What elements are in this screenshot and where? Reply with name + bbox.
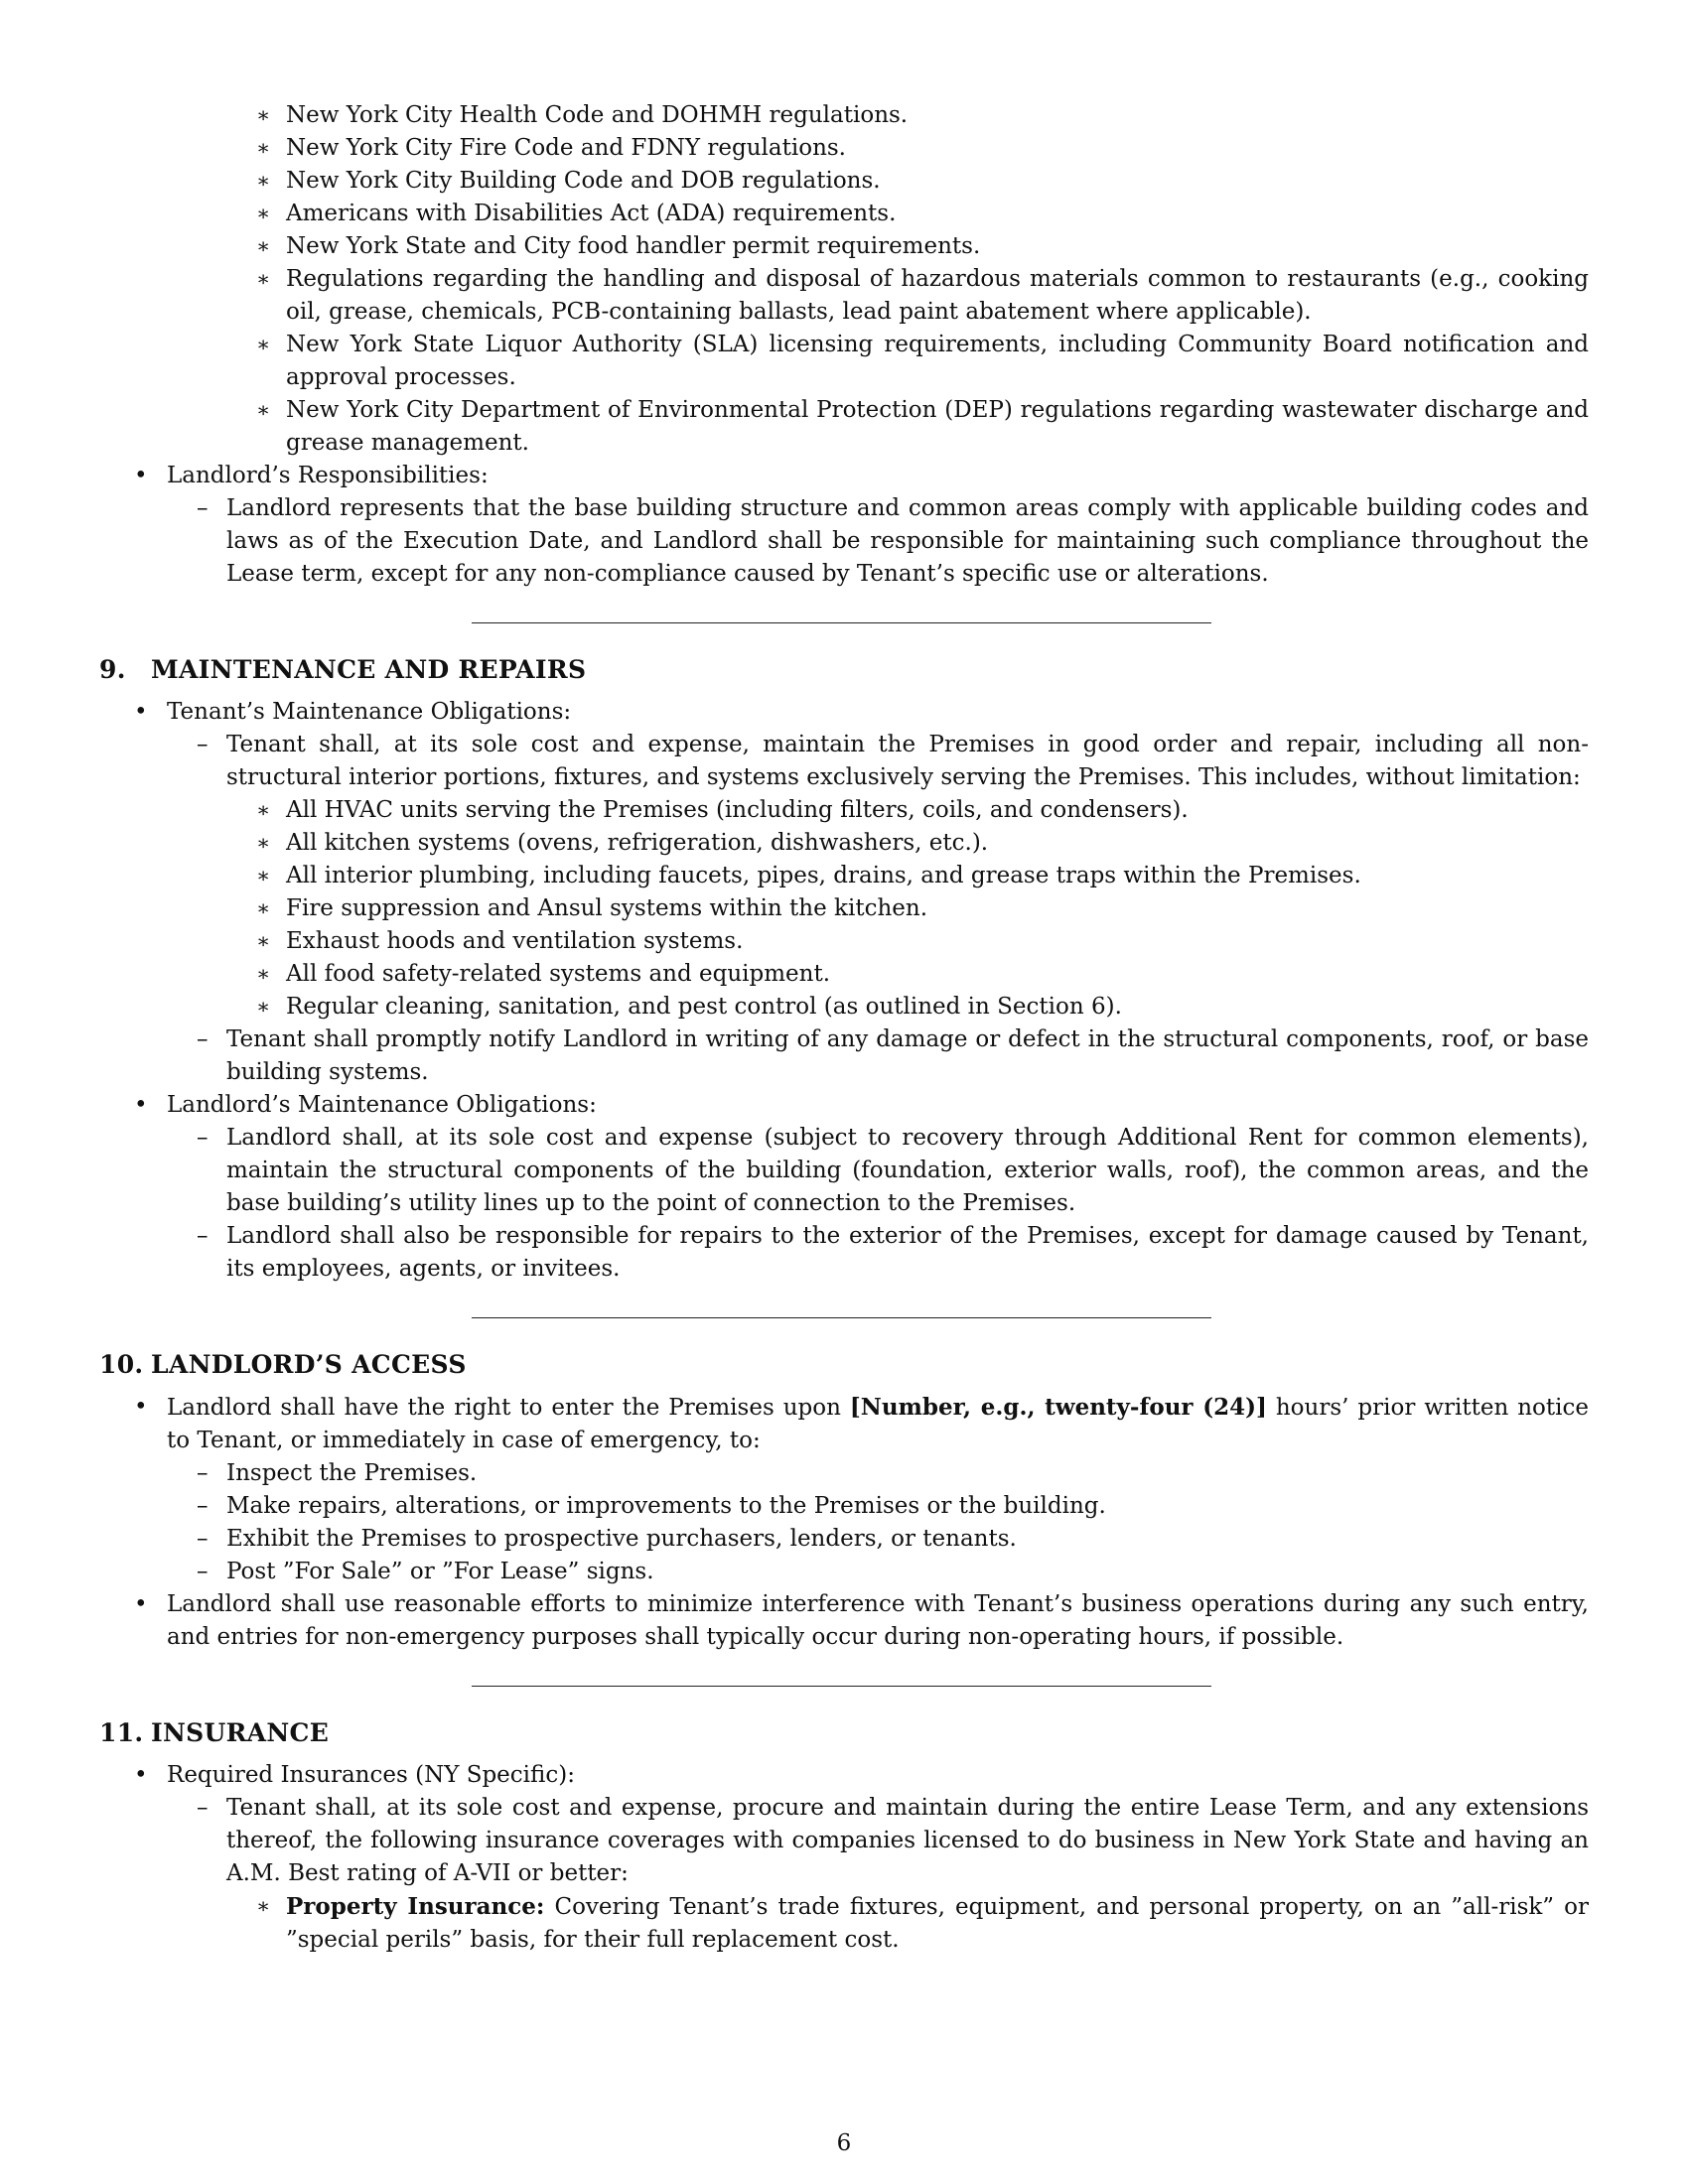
list-item: ∗ All interior plumbing, including faucets, pipes, drains, and grease traps within the Premises. <box>256 863 1361 888</box>
list-item: ∗ All HVAC units serving the Premises (including filters, coils, and condensers). <box>256 797 1189 823</box>
list-item: ∗ New York City Fire Code and FDNY regulations. <box>256 135 846 161</box>
section-10-heading: 10. LANDLORD’S ACCESS <box>99 1350 467 1379</box>
list-item: ∗ Regulations regarding the handling and disposal of hazardous materials common to restaurants (e.g., cooking oil, grease, chemicals, PCB-containing ballasts, lead paint abatement where applicable). <box>256 266 1589 325</box>
list-item: ∗ New York State Liquor Authority (SLA) licensing requirements, including Community Board notification and approval processes. <box>256 332 1589 390</box>
section-11-heading: 11. INSURANCE <box>99 1718 330 1747</box>
list-item: – Tenant shall, at its sole cost and expense, maintain the Premises in good order and repair, including all non-structural interior portions, fixtures, and systems exclusively serving the Premises. This includes, without limitation: ∗ All HVAC units serving the Premises (including filters, coils, and condensers). ∗ All kitchen systems (ovens, refrigeration, dishwashers, etc.). ∗ All interior plumbing, including faucets, pipes, drains, and grease traps within the Premises. ∗ Fire suppression and Ansul systems within the kitchen. ∗ Exhaust hoods and ventilation systems. ∗ All food safety-related systems and equipment. ∗ Regular cleaning, sanitation, and pest control (as outlined in Section 6). <box>226 729 1589 1024</box>
list-item: ∗ New York City Health Code and DOHMH regulations. <box>256 102 909 128</box>
list-item: – Landlord shall also be responsible for repairs to the exterior of the Premises, except for damage caused by Tenant, its employees, agents, or invitees. <box>197 1223 1589 1282</box>
access-clause: • Landlord shall have the right to enter the Premises upon [Number, e.g., twenty-four (24)] hours’ prior written notice to Tenant, or immediately in case of emergency, to: – Inspect the Premises. – Make repairs, alterations, or improvements to the Premises or the building. – Exhibit the Premises to prospective purchasers, lenders, or tenants. – Post ”For Sale” or ”For Lease” signs. <box>167 1391 1589 1588</box>
list-item: ∗ All food safety-related systems and equipment. <box>256 961 831 987</box>
section-10-body <box>99 1391 1589 1654</box>
section-divider <box>472 1317 1211 1318</box>
section-9-body <box>99 696 1589 1286</box>
list-item: ∗ New York City Department of Environmental Protection (DEP) regulations regarding wastewater discharge and grease management. <box>256 397 1589 456</box>
list-item: ∗ Fire suppression and Ansul systems within the kitchen. <box>256 895 927 921</box>
page-number: 6 <box>836 2130 852 2156</box>
list-item: ∗ New York State and City food handler permit requirements. <box>256 233 981 259</box>
list-item: – Post ”For Sale” or ”For Lease” signs. <box>197 1559 654 1584</box>
list-item: – Inspect the Premises. <box>197 1460 478 1486</box>
list-item: – Landlord shall, at its sole cost and expense (subject to recovery through Additional Rent for common elements), maintain the structural components of the building (foundation, exterior walls, roof), the common areas, and the base building’s utility lines up to the point of connection to the Premises. <box>197 1125 1589 1216</box>
list-item: ∗ All kitchen systems (ovens, refrigeration, dishwashers, etc.). <box>256 830 989 856</box>
tenant-maintenance-obligations: • Tenant’s Maintenance Obligations: – Tenant shall, at its sole cost and expense, maintain the Premises in good order and repair, including all non-structural interior portions, fixtures, and systems exclusively serving the Premises. This includes, without limitation: ∗ All HVAC units serving the Premises (including filters, coils, and condensers). ∗ All kitchen systems (ovens, refrigeration, dishwashers, etc.). ∗ All interior plumbing, including faucets, pipes, drains, and grease traps within the Premises. ∗ Fire suppression and Ansul systems within the kitchen. ∗ Exhaust hoods and ventilation systems. ∗ All food safety-related systems and equipment. ∗ Regular cleaning, sanitation, and pest control (as outlined in Section 6). – Tenant shall promptly notify Landlord in writing of any damage or defect in the structural components, roof, or base building systems. <box>167 696 1589 1089</box>
access-purposes-list <box>167 1457 1589 1588</box>
reasonable-efforts-clause: • Landlord shall use reasonable efforts to minimize interference with Tenant’s business operations during any such entry, and entries for non-emergency purposes shall typically occur during non-operating hours, if possible. <box>134 1591 1589 1650</box>
list-item: ∗ New York City Building Code and DOB regulations. <box>256 168 881 194</box>
compliance-list <box>226 99 1589 460</box>
list-item: – Tenant shall promptly notify Landlord in writing of any damage or defect in the structural components, roof, or base building systems. <box>197 1026 1589 1085</box>
list-item: – Tenant shall, at its sole cost and expense, procure and maintain during the entire Lease Term, and any extensions thereof, the following insurance coverages with companies licensed to do business in New York State and having an A.M. Best rating of A-VII or better: ∗ Property Insurance: Covering Tenant’s trade fixtures, equipment, and personal property, on an ”all-risk” or ”special perils” basis, for their full replacement cost. <box>226 1792 1589 1957</box>
compliance-continuation <box>99 99 1589 591</box>
required-insurances: • Required Insurances (NY Specific): – Tenant shall, at its sole cost and expense, procure and maintain during the entire Lease Term, and any extensions thereof, the following insurance coverages with companies licensed to do business in New York State and having an A.M. Best rating of A-VII or better: ∗ Property Insurance: Covering Tenant’s trade fixtures, equipment, and personal property, on an ”all-risk” or ”special perils” basis, for their full replacement cost. <box>167 1759 1589 1957</box>
landlord-responsibilities: • Landlord’s Responsibilities: – Landlord represents that the base building structure and common areas comply with applicable building codes and laws as of the Execution Date, and Landlord shall be responsible for maintaining such compliance throughout the Lease term, except for any non-compliance caused by Tenant’s specific use or alterations. <box>167 460 1589 591</box>
list-item: – Make repairs, alterations, or improvements to the Premises or the building. <box>197 1493 1106 1519</box>
list-item: – Landlord represents that the base building structure and common areas comply with applicable building codes and laws as of the Execution Date, and Landlord shall be responsible for maintaining such compliance throughout the Lease term, except for any non-compliance caused by Tenant’s specific use or alterations. <box>197 495 1589 587</box>
property-insurance-item: ∗ Property Insurance: Covering Tenant’s trade fixtures, equipment, and personal property, on an ”all-risk” or ”special perils” basis, for their full replacement cost. <box>256 1893 1589 1953</box>
section-11-body <box>99 1759 1589 1957</box>
list-item: ∗ Regular cleaning, sanitation, and pest control (as outlined in Section 6). <box>256 994 1122 1020</box>
list-item: – Exhibit the Premises to prospective purchasers, lenders, or tenants. <box>197 1526 1017 1552</box>
document-page <box>99 99 1589 2184</box>
section-divider <box>472 1686 1211 1687</box>
list-item: ∗ Americans with Disabilities Act (ADA) requirements. <box>256 201 897 226</box>
section-divider <box>472 622 1211 623</box>
landlord-maintenance-obligations: • Landlord’s Maintenance Obligations: – Landlord shall, at its sole cost and expense (subject to recovery through Additional Rent for common elements), maintain the structural components of the building (foundation, exterior walls, roof), the common areas, and the base building’s utility lines up to the point of connection to the Premises. – Landlord shall also be responsible for repairs to the exterior of the Premises, except for damage caused by Tenant, its employees, agents, or invitees. <box>167 1089 1589 1286</box>
list-item: ∗ Exhaust hoods and ventilation systems. <box>256 928 744 954</box>
tenant-items-list <box>226 794 1589 1024</box>
section-9-heading: 9. MAINTENANCE AND REPAIRS <box>99 655 587 684</box>
